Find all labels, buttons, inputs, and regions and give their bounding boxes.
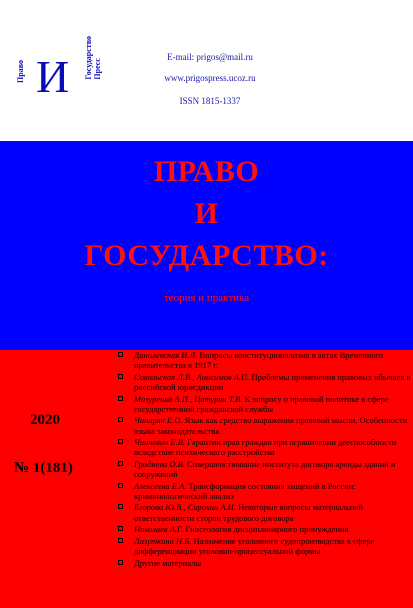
contents-item <box>116 536 412 557</box>
contents-item-author: Чинарян Е.О. <box>134 415 183 426</box>
contact-issn: ISSN 1815-1337 <box>179 96 241 106</box>
contents-item-title: Язык как средство выражения правовой мысли. Особенности языка законодательства <box>134 415 408 436</box>
contents-item <box>116 502 412 523</box>
bullet-square-icon <box>118 526 123 531</box>
contents-item-author: Сокольская Л.В., Анисимов А.П. <box>134 371 250 382</box>
publisher-logo-left <box>12 40 30 110</box>
logo-right-line1: Государство <box>84 36 93 80</box>
contents-item <box>116 394 412 415</box>
bullet-square-icon <box>118 417 123 422</box>
contents-item <box>116 350 412 371</box>
logo-letter: И <box>36 51 70 102</box>
journal-subtitle: теория и практика <box>163 292 250 304</box>
contents-item-author: Лазуткина Н.Б. <box>134 535 192 546</box>
table-of-contents <box>116 350 412 569</box>
contents-item-title: Совершенствование института договора аренды зданий и сооружений <box>134 458 396 480</box>
contents-item-author: Чинчевич Е.В. <box>134 437 185 448</box>
contents-item-title: Некоторые вопросы материальной ответственности сторон трудового договора <box>134 502 364 523</box>
title-line-2: И <box>194 197 219 230</box>
logo-right-line2: Пресс <box>93 58 102 80</box>
contents-item-title: К вопросу о правовой политике в сфере государственной гражданской службы <box>134 393 389 414</box>
logo-right-text <box>84 36 102 80</box>
contents-item-author: Егорова Ю.В., Сирохин А.И. <box>134 502 236 513</box>
bullet-square-icon <box>118 396 123 401</box>
title-line-1: ПРАВО <box>153 155 260 188</box>
issue-number: № 1(181) <box>14 460 73 476</box>
logo-left-text: Право <box>16 60 25 83</box>
bullet-square-icon <box>118 560 123 565</box>
title-line-3: ГОСУДАРСТВО: <box>84 239 329 272</box>
bullet-square-icon <box>118 374 123 379</box>
publisher-logo-right <box>84 36 106 116</box>
contents-item-title: Гарантии прав граждан при ограничении дееспособности вследствие психического расстройства <box>134 437 397 458</box>
issue-year: 2020 <box>30 412 60 428</box>
contents-item-author: Данилевская И.Л. <box>134 350 198 360</box>
contents-item <box>116 558 412 568</box>
contents-item-title: Гносеология дисциплинарного принуждения <box>183 524 349 535</box>
bullet-square-icon <box>118 538 123 543</box>
contents-item-title: Назначение уголовного судопроизводства в сфере дифференциации уголовно-процессуальной формы <box>134 535 375 557</box>
contents-item <box>116 481 412 502</box>
contents-item <box>116 372 412 393</box>
bullet-square-icon <box>118 483 123 488</box>
bullet-square-icon <box>118 352 123 357</box>
contents-item-title: Другие материалы <box>134 557 202 568</box>
bullet-square-icon <box>118 461 123 466</box>
bullet-square-icon <box>118 504 123 509</box>
contents-item-author: Мазуренко А.П., Цатурян Т.В. <box>134 393 243 404</box>
contact-email[interactable]: E-mail: prigos@mail.ru <box>167 52 253 62</box>
contact-website[interactable]: www.prigospress.ucoz.ru <box>164 73 256 83</box>
contents-item-author: Гриднева О.В. <box>134 458 185 469</box>
contents-item-title: Проблемы применения правовых обычаев в российской юрисдикции <box>134 371 411 393</box>
contents-item-author: Алексеева Е.А. <box>134 480 187 491</box>
bullet-square-icon <box>118 439 123 444</box>
contents-item <box>116 524 412 534</box>
contents-item <box>116 415 412 436</box>
contents-item <box>116 437 412 458</box>
contents-item-title: Вопросы конституционализма в актах Временного правительства в 1917 г. <box>134 350 384 371</box>
contents-item-title: Трансформация состояния хищений в России: криминологический анализ <box>134 480 356 501</box>
contents-item <box>116 459 412 480</box>
contents-item-author: Николаев А.Г. <box>134 524 184 535</box>
